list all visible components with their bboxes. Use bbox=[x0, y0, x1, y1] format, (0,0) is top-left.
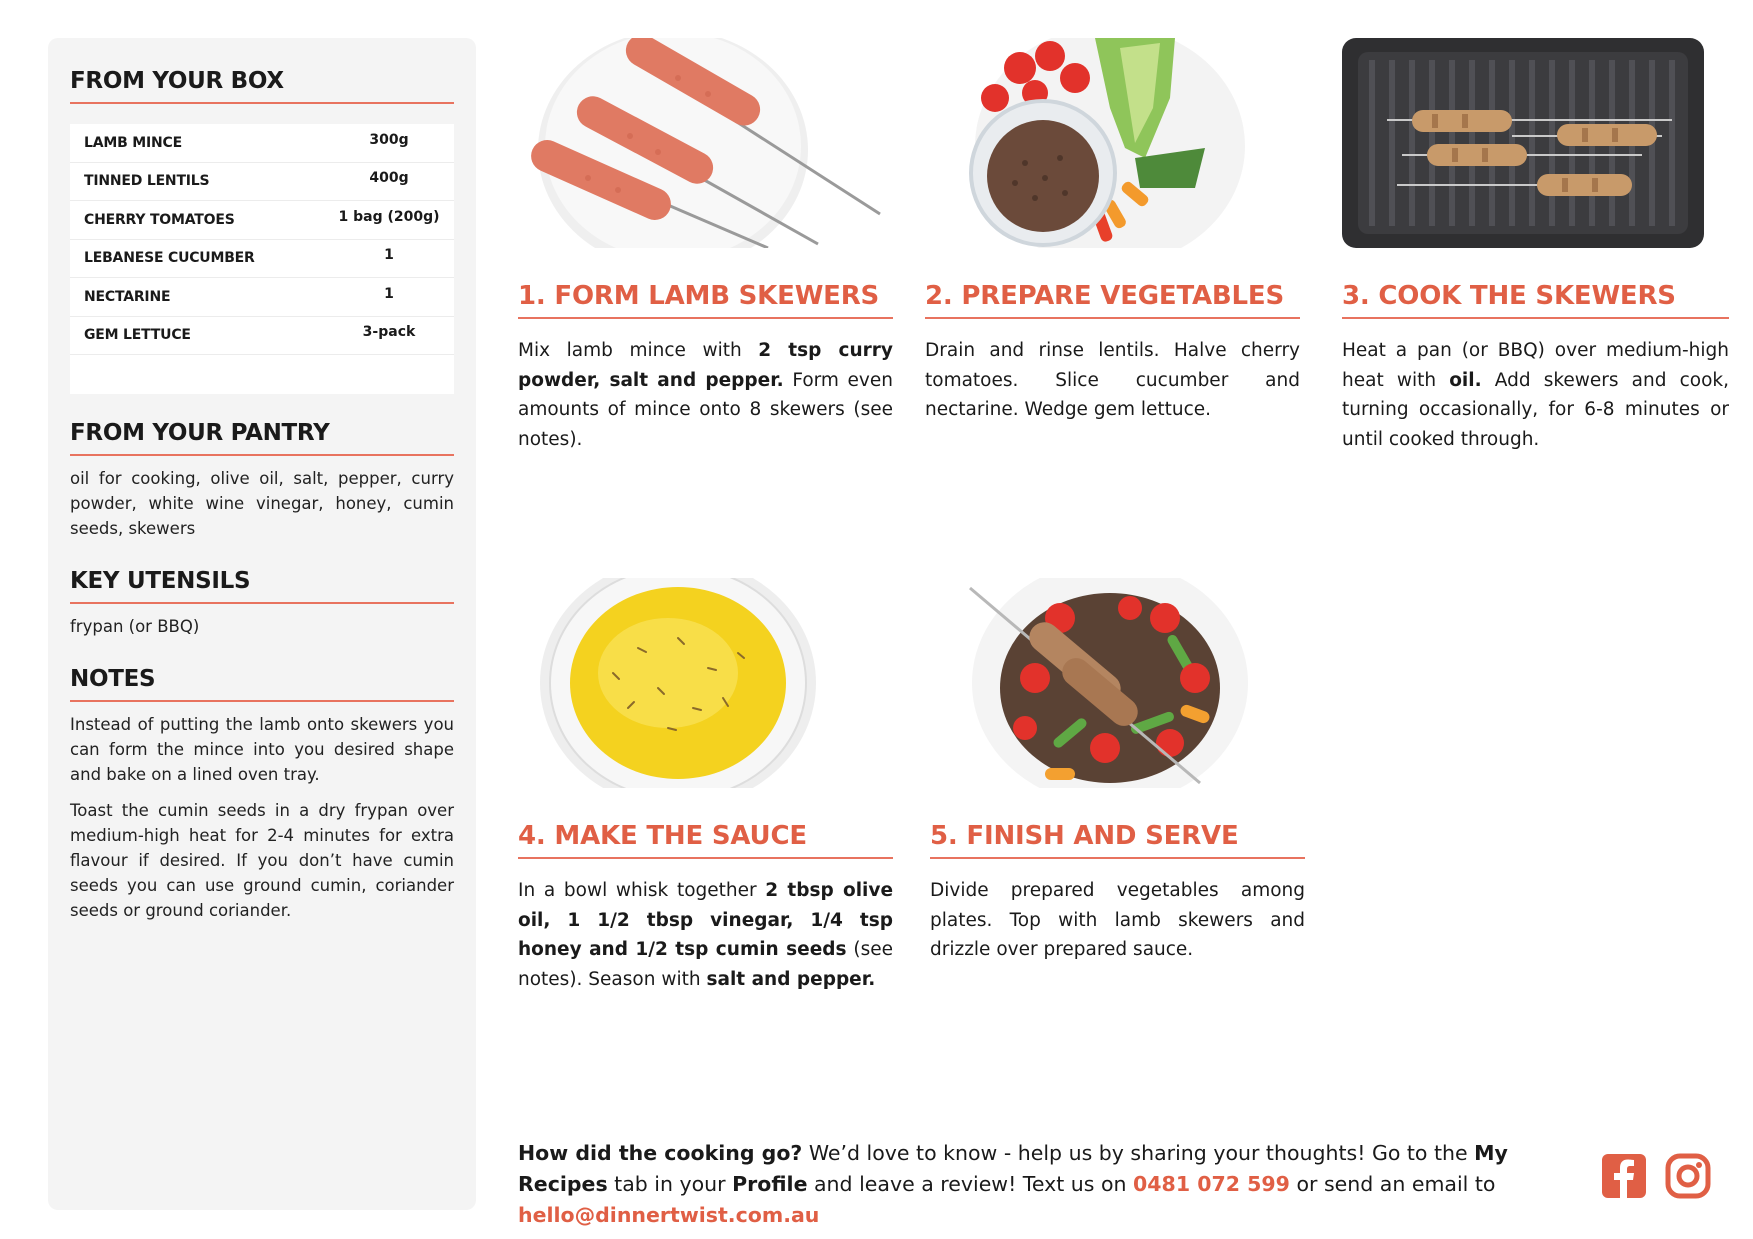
ingredient-row bbox=[70, 163, 454, 202]
prepared-vegetables-photo bbox=[925, 38, 1300, 248]
step-4 bbox=[518, 578, 893, 998]
my-recipes-label: My Recipes bbox=[518, 1141, 1508, 1196]
step-2-body bbox=[925, 336, 1300, 425]
body-text: Add skewers and cook, turning occasionally, for 6-8 minutes or until cooked through. bbox=[1342, 369, 1729, 450]
body-text: Divide prepared vegetables among plates. Top with lamb skewers and drizzle over prepared sauce. bbox=[930, 880, 1305, 960]
finished-dish-photo bbox=[930, 578, 1305, 788]
ingredient-qty: 1 bbox=[384, 285, 394, 302]
note-paragraph: Instead of putting the lamb onto skewers you can form the mince into you desired shape and bake on a lined oven tray. bbox=[70, 715, 454, 784]
step-5-title: 5. FINISH AND SERVE bbox=[930, 821, 1305, 859]
bold-text: oil. bbox=[1449, 369, 1482, 391]
utensils-text: frypan (or BBQ) bbox=[70, 617, 200, 636]
key-utensils-heading: KEY UTENSILS bbox=[70, 568, 454, 604]
ingredient-qty: 1 bbox=[384, 247, 394, 264]
ingredient-name: LEBANESE CUCUMBER bbox=[84, 250, 255, 267]
body-text: In a bowl whisk together bbox=[518, 880, 766, 901]
ingredient-row bbox=[70, 124, 454, 163]
sauce-bowl-photo bbox=[518, 578, 893, 788]
email-link[interactable]: hello@dinnertwist.com.au bbox=[518, 1203, 820, 1227]
pantry-list: oil for cooking, olive oil, salt, pepper, curry powder, white wine vinegar, honey, cumin seeds, skewers bbox=[70, 469, 454, 538]
from-your-pantry-heading: FROM YOUR PANTRY bbox=[70, 420, 454, 456]
ingredient-row bbox=[70, 317, 454, 356]
ingredient-row bbox=[70, 240, 454, 279]
step-3-body bbox=[1342, 336, 1729, 454]
step-5-body bbox=[930, 876, 1305, 965]
notes-text bbox=[70, 712, 454, 923]
step-2 bbox=[925, 38, 1300, 458]
ingredient-name: NECTARINE bbox=[84, 288, 171, 305]
facebook-icon[interactable] bbox=[1600, 1152, 1648, 1200]
notes-heading: NOTES bbox=[70, 666, 454, 702]
grill-skewers-photo bbox=[1342, 38, 1704, 248]
ingredient-qty: 400g bbox=[369, 170, 409, 187]
feedback-question: How did the cooking go? bbox=[518, 1141, 803, 1165]
feedback-text: We’d love to know - help us by sharing your thoughts! Go to the bbox=[802, 1141, 1475, 1165]
box-ingredients-table bbox=[70, 124, 454, 394]
ingredient-qty: 300g bbox=[369, 131, 409, 148]
ingredient-name: GEM LETTUCE bbox=[84, 327, 191, 344]
ingredient-row bbox=[70, 278, 454, 317]
step-4-title: 4. MAKE THE SAUCE bbox=[518, 821, 893, 859]
ingredient-name: TINNED LENTILS bbox=[84, 173, 210, 190]
bold-text: 2 tbsp olive oil, 1 1/2 tbsp vinegar, 1/4 tsp honey and 1/2 tsp cumin seeds bbox=[518, 880, 894, 960]
step-3 bbox=[1342, 38, 1729, 458]
ingredient-name: CHERRY TOMATOES bbox=[84, 211, 235, 228]
body-text: (see notes). Season with bbox=[518, 939, 893, 990]
ingredient-qty: 3-pack bbox=[362, 324, 416, 341]
ingredient-row bbox=[70, 201, 454, 240]
ingredient-name: LAMB MINCE bbox=[84, 134, 182, 151]
lamb-skewers-photo bbox=[518, 38, 893, 248]
step-5 bbox=[930, 578, 1305, 998]
feedback-text: and leave a review! Text us on bbox=[807, 1172, 1134, 1196]
step-1-body bbox=[518, 336, 893, 454]
ingredients-panel bbox=[48, 38, 476, 1210]
step-1 bbox=[518, 38, 893, 458]
feedback-text: or send an email to bbox=[1289, 1172, 1496, 1196]
step-4-body bbox=[518, 876, 893, 994]
step-2-title: 2. PREPARE VEGETABLES bbox=[925, 281, 1300, 319]
body-text: Drain and rinse lentils. Halve cherry tomatoes. Slice cucumber and nectarine. Wedge gem lettuce. bbox=[925, 340, 1300, 420]
ingredient-qty: 1 bag (200g) bbox=[338, 208, 440, 225]
note-paragraph: Toast the cumin seeds in a dry frypan over medium-high heat for 2-4 minutes for extra flavour if desired. If you don’t have cumin seeds you can use ground cumin, coriander seeds or ground coriander. bbox=[70, 801, 454, 920]
body-text: Heat a pan (or BBQ) over medium-high heat with bbox=[1342, 340, 1729, 391]
bold-text: 2 tsp curry powder, salt and pepper. bbox=[518, 340, 893, 391]
bold-text: salt and pepper. bbox=[706, 968, 876, 990]
from-your-box-heading: FROM YOUR BOX bbox=[70, 68, 454, 104]
body-text: Mix lamb mince with bbox=[518, 340, 759, 361]
step-3-title: 3. COOK THE SKEWERS bbox=[1342, 281, 1729, 319]
feedback-text: tab in your bbox=[607, 1172, 733, 1196]
feedback-footer bbox=[518, 1138, 1568, 1231]
profile-label: Profile bbox=[732, 1172, 808, 1196]
instagram-icon[interactable] bbox=[1664, 1152, 1712, 1200]
step-1-title: 1. FORM LAMB SKEWERS bbox=[518, 281, 893, 319]
phone-link[interactable]: 0481 072 599 bbox=[1133, 1172, 1290, 1196]
body-text: Form even amounts of mince onto 8 skewers (see notes). bbox=[518, 369, 893, 450]
